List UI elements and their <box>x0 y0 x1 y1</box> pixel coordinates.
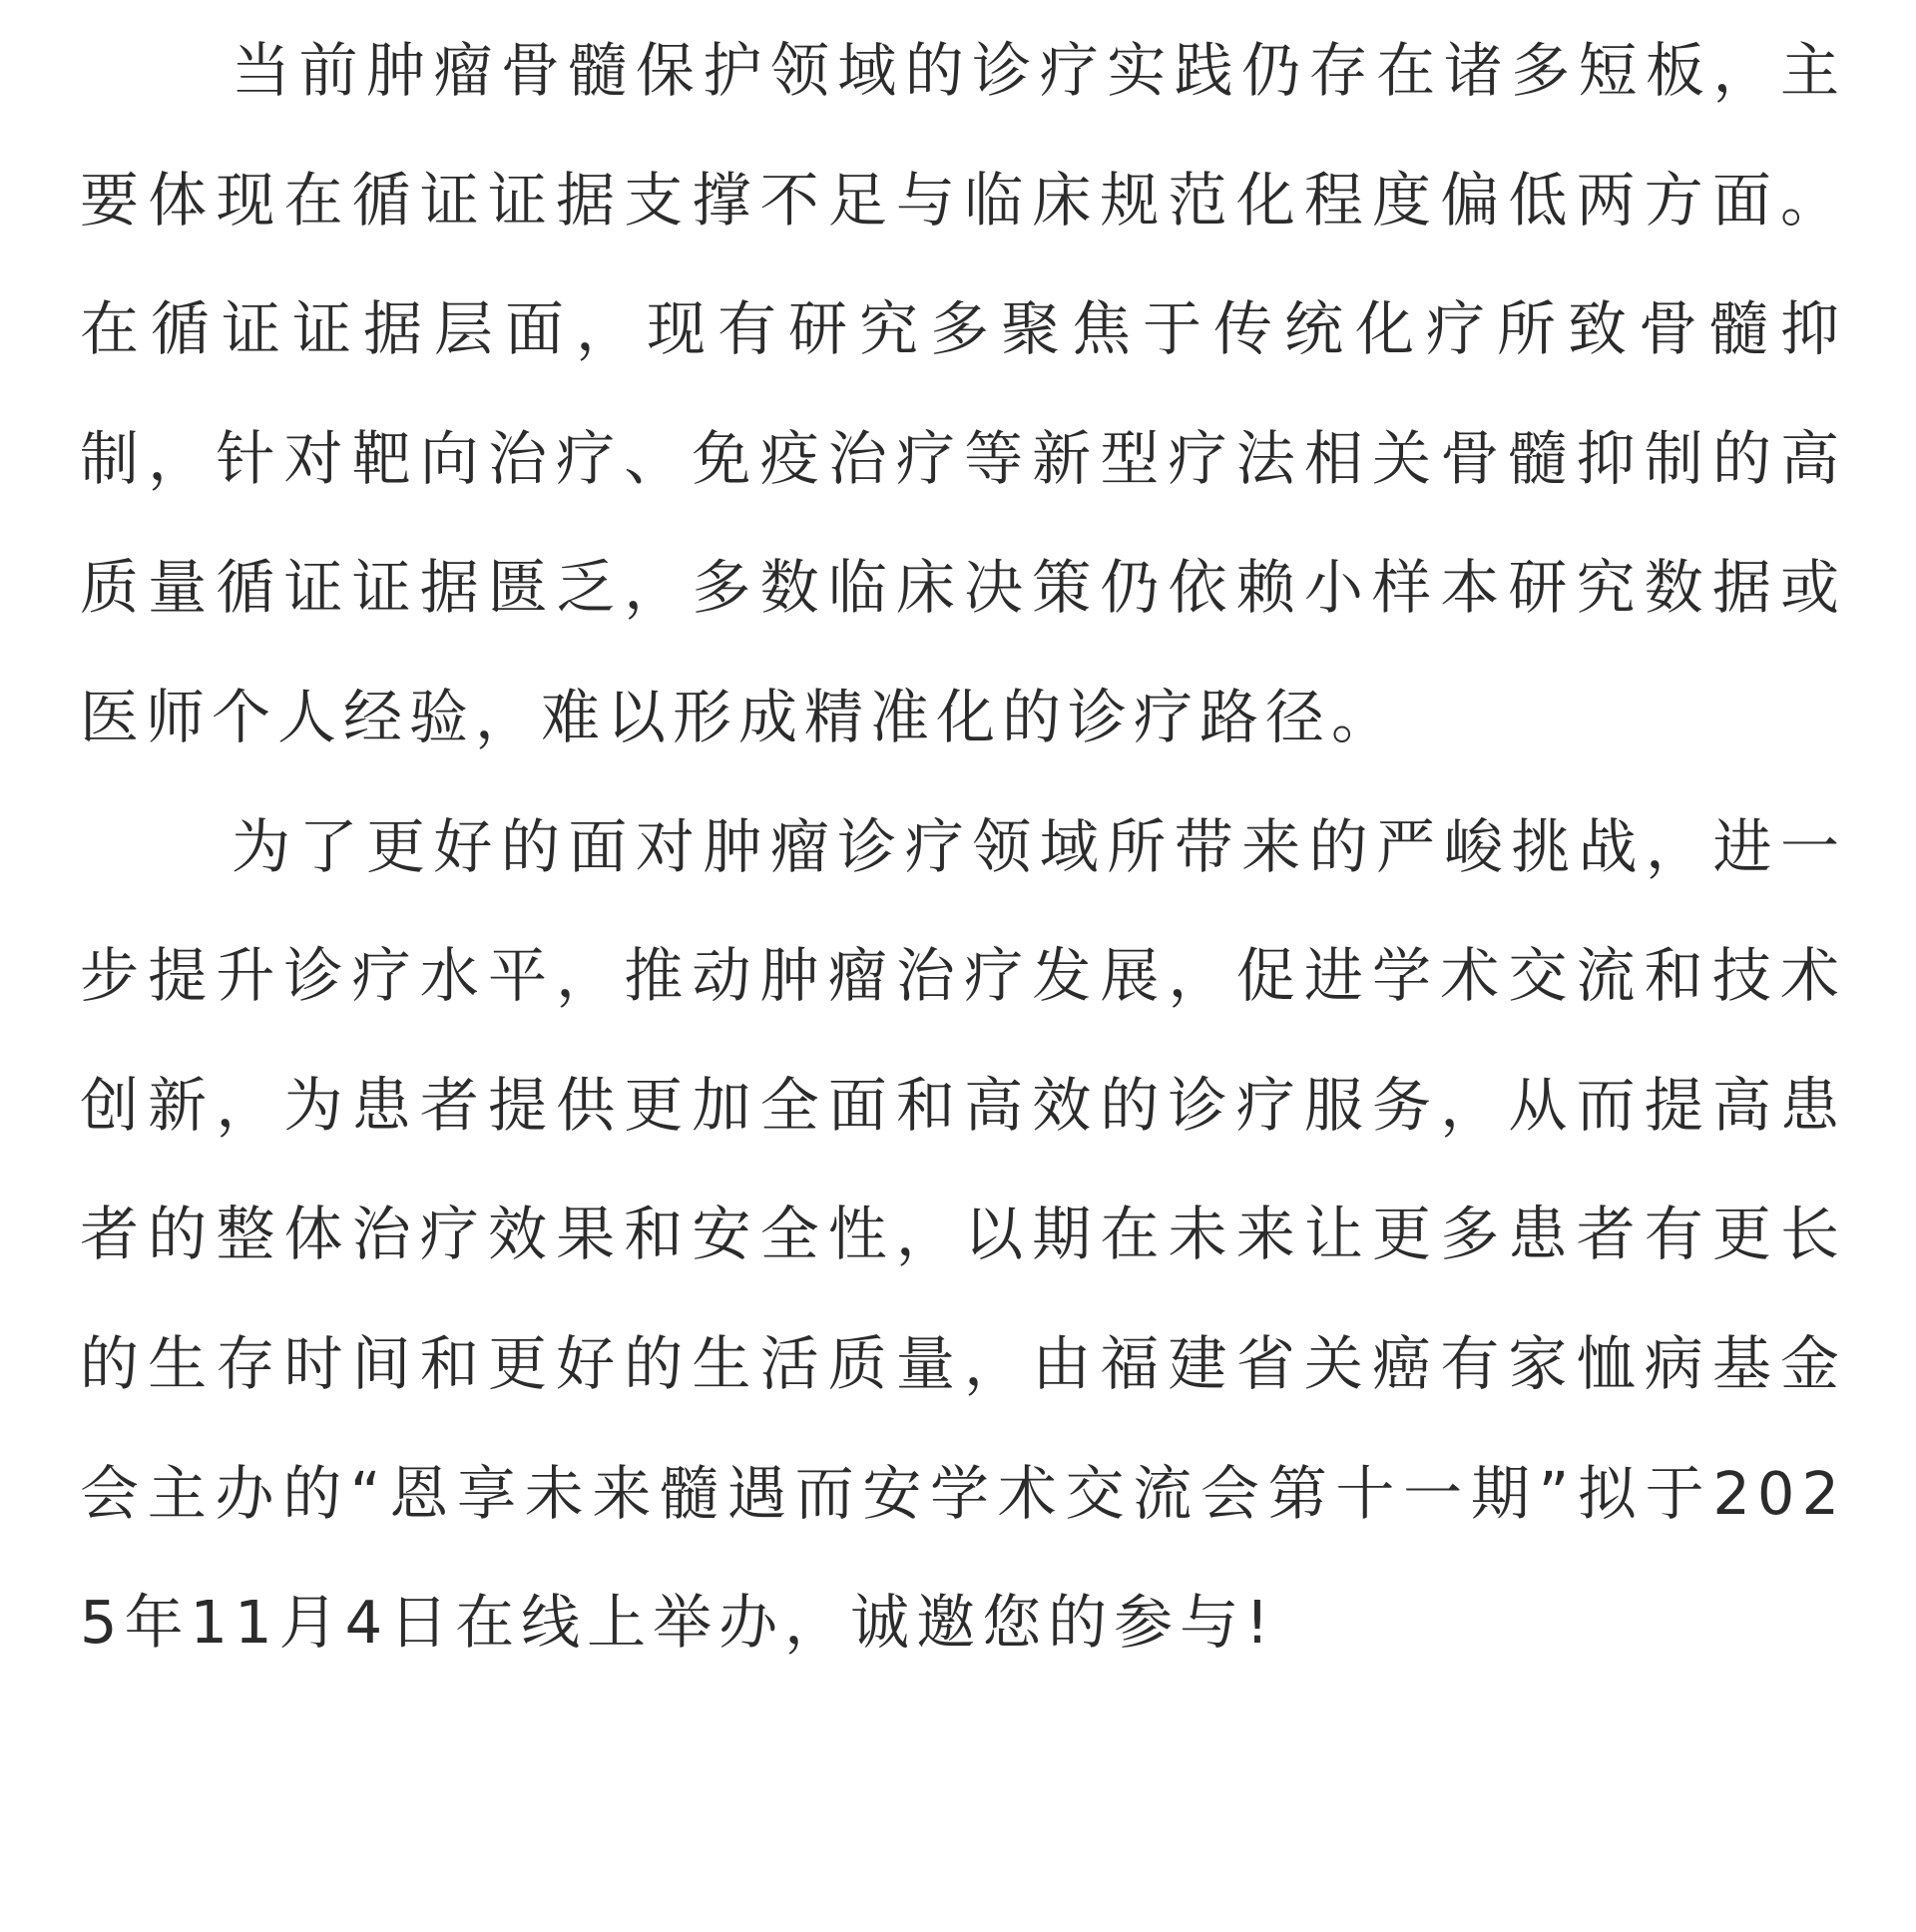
article-body <box>80 0 1846 1688</box>
paragraph-1: 当前肿瘤骨髓保护领域的诊疗实践仍存在诸多短板，主要体现在循证证据支撑不足与临床规范化程度偏低两方面。在循证证据层面，现有研究多聚焦于传统化疗所致骨髓抑制，针对靶向治疗、免疫治疗等新型疗法相关骨髓抑制的高质量循证证据匮乏，多数临床决策仍依赖小样本研究数据或医师个人经验，难以形成精准化的诊疗路径。 <box>80 36 1846 751</box>
paragraph-2: 为了更好的面对肿瘤诊疗领域所带来的严峻挑战，进一步提升诊疗水平，推动肿瘤治疗发展，促进学术交流和技术创新，为患者提供更加全面和高效的诊疗服务，从而提高患者的整体治疗效果和安全性，以期在未来让更多患者有更长的生存时间和更好的生活质量，由福建省关癌有家恤病基金会主办的“恩享未来髓遇而安学术交流会第十一期”拟于2025年11月4日在线上举办，诚邀您的参与! <box>80 811 1846 1658</box>
